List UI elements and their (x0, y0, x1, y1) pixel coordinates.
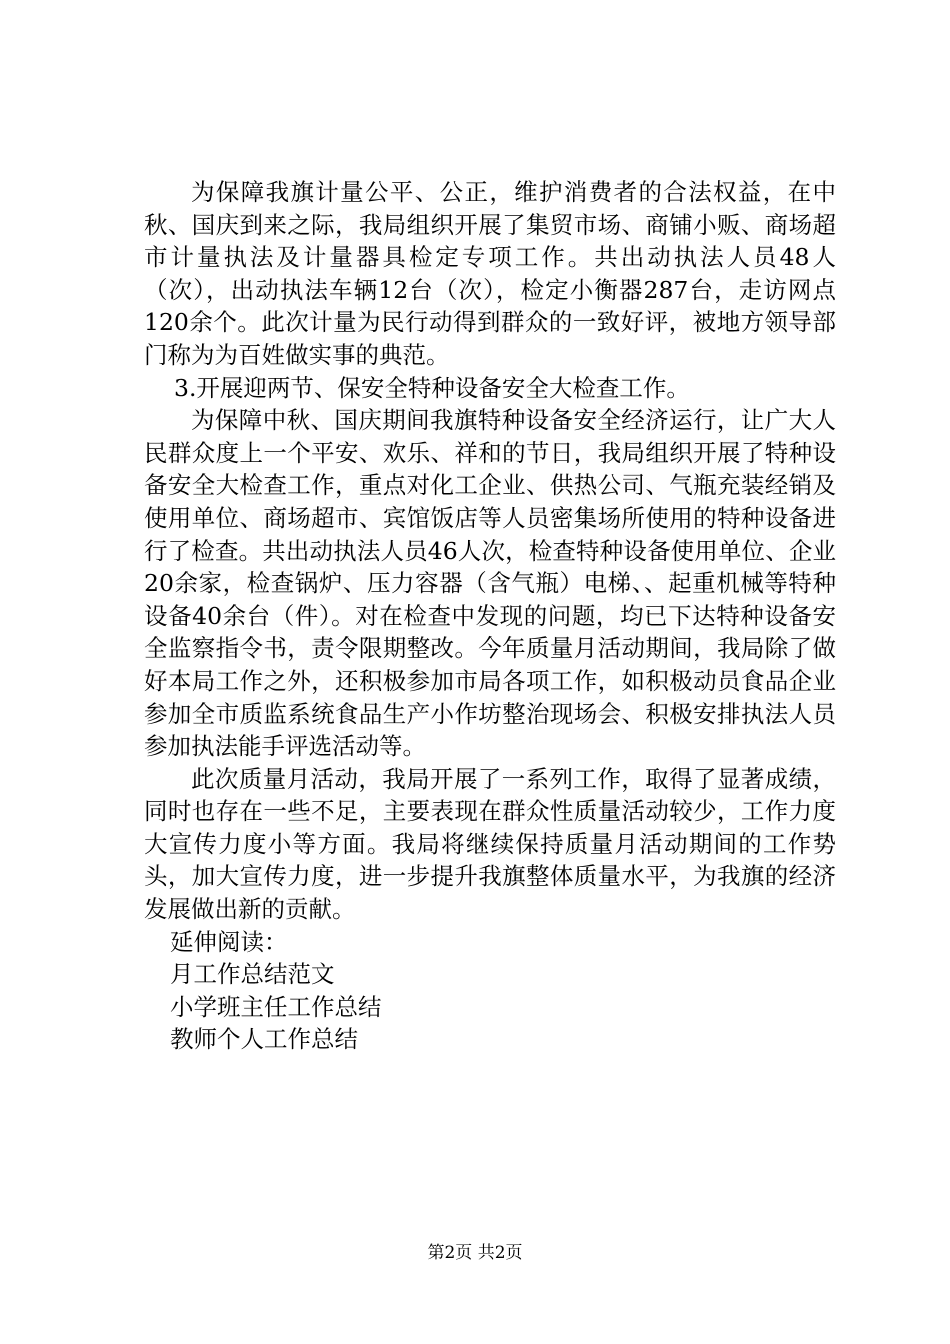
paragraph-special-equipment-inspection: 为保障中秋、国庆期间我旗特种设备安全经济运行，让广大人民群众度上一个平安、欢乐、祥和的节日，我局组织开展了特种设备安全大检查工作，重点对化工企业、供热公司、气瓶充装经销及使用单位、商场超市、宾馆饭店等人员密集场所使用的特种设备进行了检查。共出动执法人员46人次，检查特种设备使用单位、企业20余家，检查锅炉、压力容器（含气瓶）电梯、、起重机械等特种设备40余台（件）。对在检查中发现的问题，均已下达特种设备安全监察指令书，责令限期整改。今年质量月活动期间，我局除了做好本局工作之外，还积极参加市局各项工作，如积极动员食品企业参加全市质监系统食品生产小作坊整治现场会、积极安排执法人员参加执法能手评选活动等。 (144, 406, 836, 761)
paragraph-summary: 此次质量月活动，我局开展了一系列工作，取得了显著成绩，同时也存在一些不足，主要表现在群众性质量活动较少，工作力度大宣传力度小等方面。我局将继续保持质量月活动期间的工作势头，加大宣传力度，进一步提升我旗整体质量水平，为我旗的经济发展做出新的贡献。 (144, 764, 836, 924)
extended-reading-label: 延伸阅读： (170, 927, 288, 956)
document-body (144, 176, 836, 1056)
section-heading-special-equipment: 3.开展迎两节、保安全特种设备安全大检查工作。 (174, 373, 690, 402)
extended-reading-link-monthly-summary[interactable]: 月工作总结范文 (170, 960, 335, 989)
page-number-footer: 第2页 共2页 (427, 1243, 523, 1263)
extended-reading-link-teacher-personal-summary[interactable]: 教师个人工作总结 (170, 1025, 358, 1054)
extended-reading-link-class-teacher-summary[interactable]: 小学班主任工作总结 (170, 992, 382, 1021)
paragraph-measurement-enforcement: 为保障我旗计量公平、公正，维护消费者的合法权益，在中秋、国庆到来之际，我局组织开展了集贸市场、商铺小贩、商场超市计量执法及计量器具检定专项工作。共出动执法人员48人（次），出动执法车辆12台（次），检定小衡器287台，走访网点120余个。此次计量为民行动得到群众的一致好评，被地方领导部门称为为百姓做实事的典范。 (144, 178, 836, 369)
extended-reading-list (144, 958, 836, 1056)
